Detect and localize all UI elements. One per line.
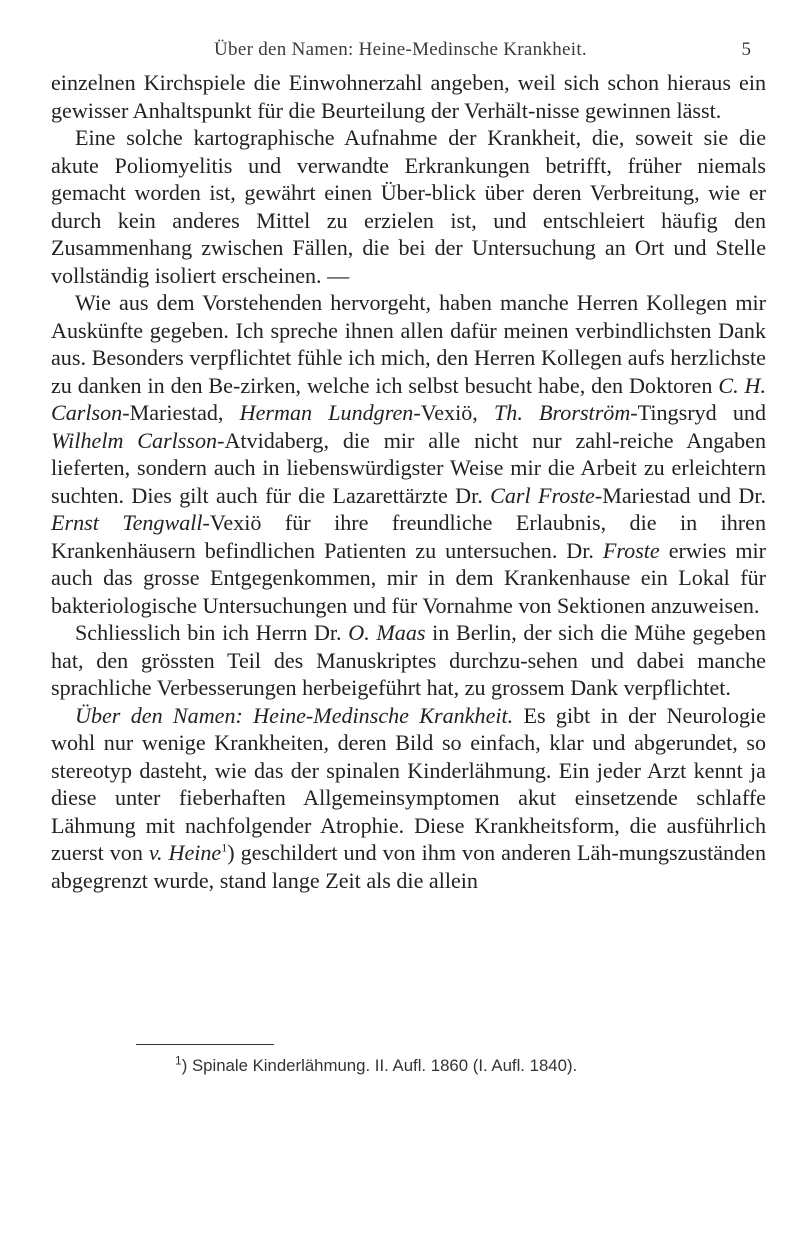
text: in Berlin, der sich die Mühe gegeben hat, den grössten Teil des Manuskriptes durchzu-sehen und dabei manche sprachliche Verbesserungen herbeigeführt hat, zu grossem Dank verpflichtet. — [51, 620, 766, 700]
footnote-divider — [136, 1044, 274, 1045]
text: Schliesslich bin ich Herrn Dr. — [75, 620, 349, 645]
paragraph-2: Eine solche kartographische Aufnahme der Krankheit, die, soweit sie die akute Poliomyelitis und verwandte Erkrankungen betrifft, früher niemals gemacht worden ist, gewährt einen Über-blick über deren Verbreitung, wie er durch kein anderes Mittel zu erzielen ist, und entschleiert häufig den Zusammenhang zwischen Fällen, die bei der Untersuchung an Ort und Stelle vollständig isoliert erscheinen. — — [51, 125, 766, 288]
body-text — [51, 69, 766, 894]
text: -Atvidaberg, die mir alle nicht nur zahl-reiche Angaben lieferten, sondern auch in liebenswürdigster Weise mir die Arbeit zu erleichtern suchten. Dies gilt auch für die Lazarettärzte Dr. — [51, 427, 766, 508]
person-name: Wilhelm Carlsson — [51, 427, 218, 453]
person-name: O. Maas — [348, 620, 426, 645]
section-heading: Über den Namen: Heine-Medinsche Krankheit. — [75, 702, 514, 728]
page-number: 5 — [741, 39, 751, 60]
person-name: Carl Froste — [490, 482, 595, 508]
text: Mariestad, — [129, 400, 240, 425]
text: erwies mir auch das grosse Entgegenkommen, mir in dem Krankenhause ein Lokal für bakteriologische Untersuchungen und für Vornahme von Sektionen anzuweisen. — [51, 537, 766, 618]
person-name: Ernst Tengwall- — [51, 510, 210, 535]
text: -Tingsryd und — [630, 400, 766, 425]
text: -Vexiö, — [413, 400, 494, 425]
text: Vexiö für ihre freundliche Erlaubnis, die in ihren Krankenhäusern befindlichen Patienten zu untersuchen. Dr. — [51, 510, 767, 563]
running-title: Über den Namen: Heine-Medinsche Krankheit. — [214, 39, 587, 60]
person-name: v. Heine — [148, 840, 222, 865]
person-name: Froste — [602, 537, 660, 563]
footnote-reference: 1 — [221, 840, 228, 855]
paragraph-1: einzelnen Kirchspiele die Einwohnerzahl angeben, weil sich schon hieraus ein gewisser Anhaltspunkt für die Beurteilung der Verhält-nisse gewinnen lässt. — [51, 70, 766, 123]
paragraph-3 — [51, 289, 766, 619]
text: Wie aus dem Vorstehenden hervorgeht, haben manche Herren Kollegen mir Auskünfte gegeben. Ich spreche ihnen allen dafür meinen verbindlichsten Dank aus. Besonders verpflichtet fühle ich mich, den Herren Kollegen aufs herzlichste zu danken in den Be-zirken, welche ich selbst besucht habe, den Doktoren — [51, 290, 766, 398]
paragraph-5 — [51, 702, 766, 895]
text: ) geschildert und von ihm von anderen Läh-mungszuständen abgegrenzt wurde, stand lange Zeit als die allein — [51, 840, 766, 893]
footnote-text: ) Spinale Kinderlähmung. II. Aufl. 1860 (I. Aufl. 1840). — [181, 1056, 578, 1075]
person-name: Herman Lundgren — [239, 400, 414, 425]
paragraph-4 — [51, 619, 766, 702]
footnote — [175, 1053, 775, 1076]
text: Es gibt in der Neurologie wohl nur wenige Krankheiten, deren Bild so einfach, klar und abgerundet, so stereotyp dasteht, wie das der spinalen Kinderlähmung. Ein jeder Arzt kennt ja diese unter fieberhaften Allgemeinsymptomen akut einsetzende schlaffe Lähmung mit nachfolgender Atrophie. Diese Krankheitsform, die ausführlich zuerst von — [51, 702, 766, 865]
person-name: Th. Brorström — [493, 400, 631, 425]
text: -Mariestad und Dr. — [594, 482, 766, 508]
person-name: C. H. Carlson- — [51, 372, 767, 425]
footnote-mark: 1 — [175, 1053, 182, 1068]
